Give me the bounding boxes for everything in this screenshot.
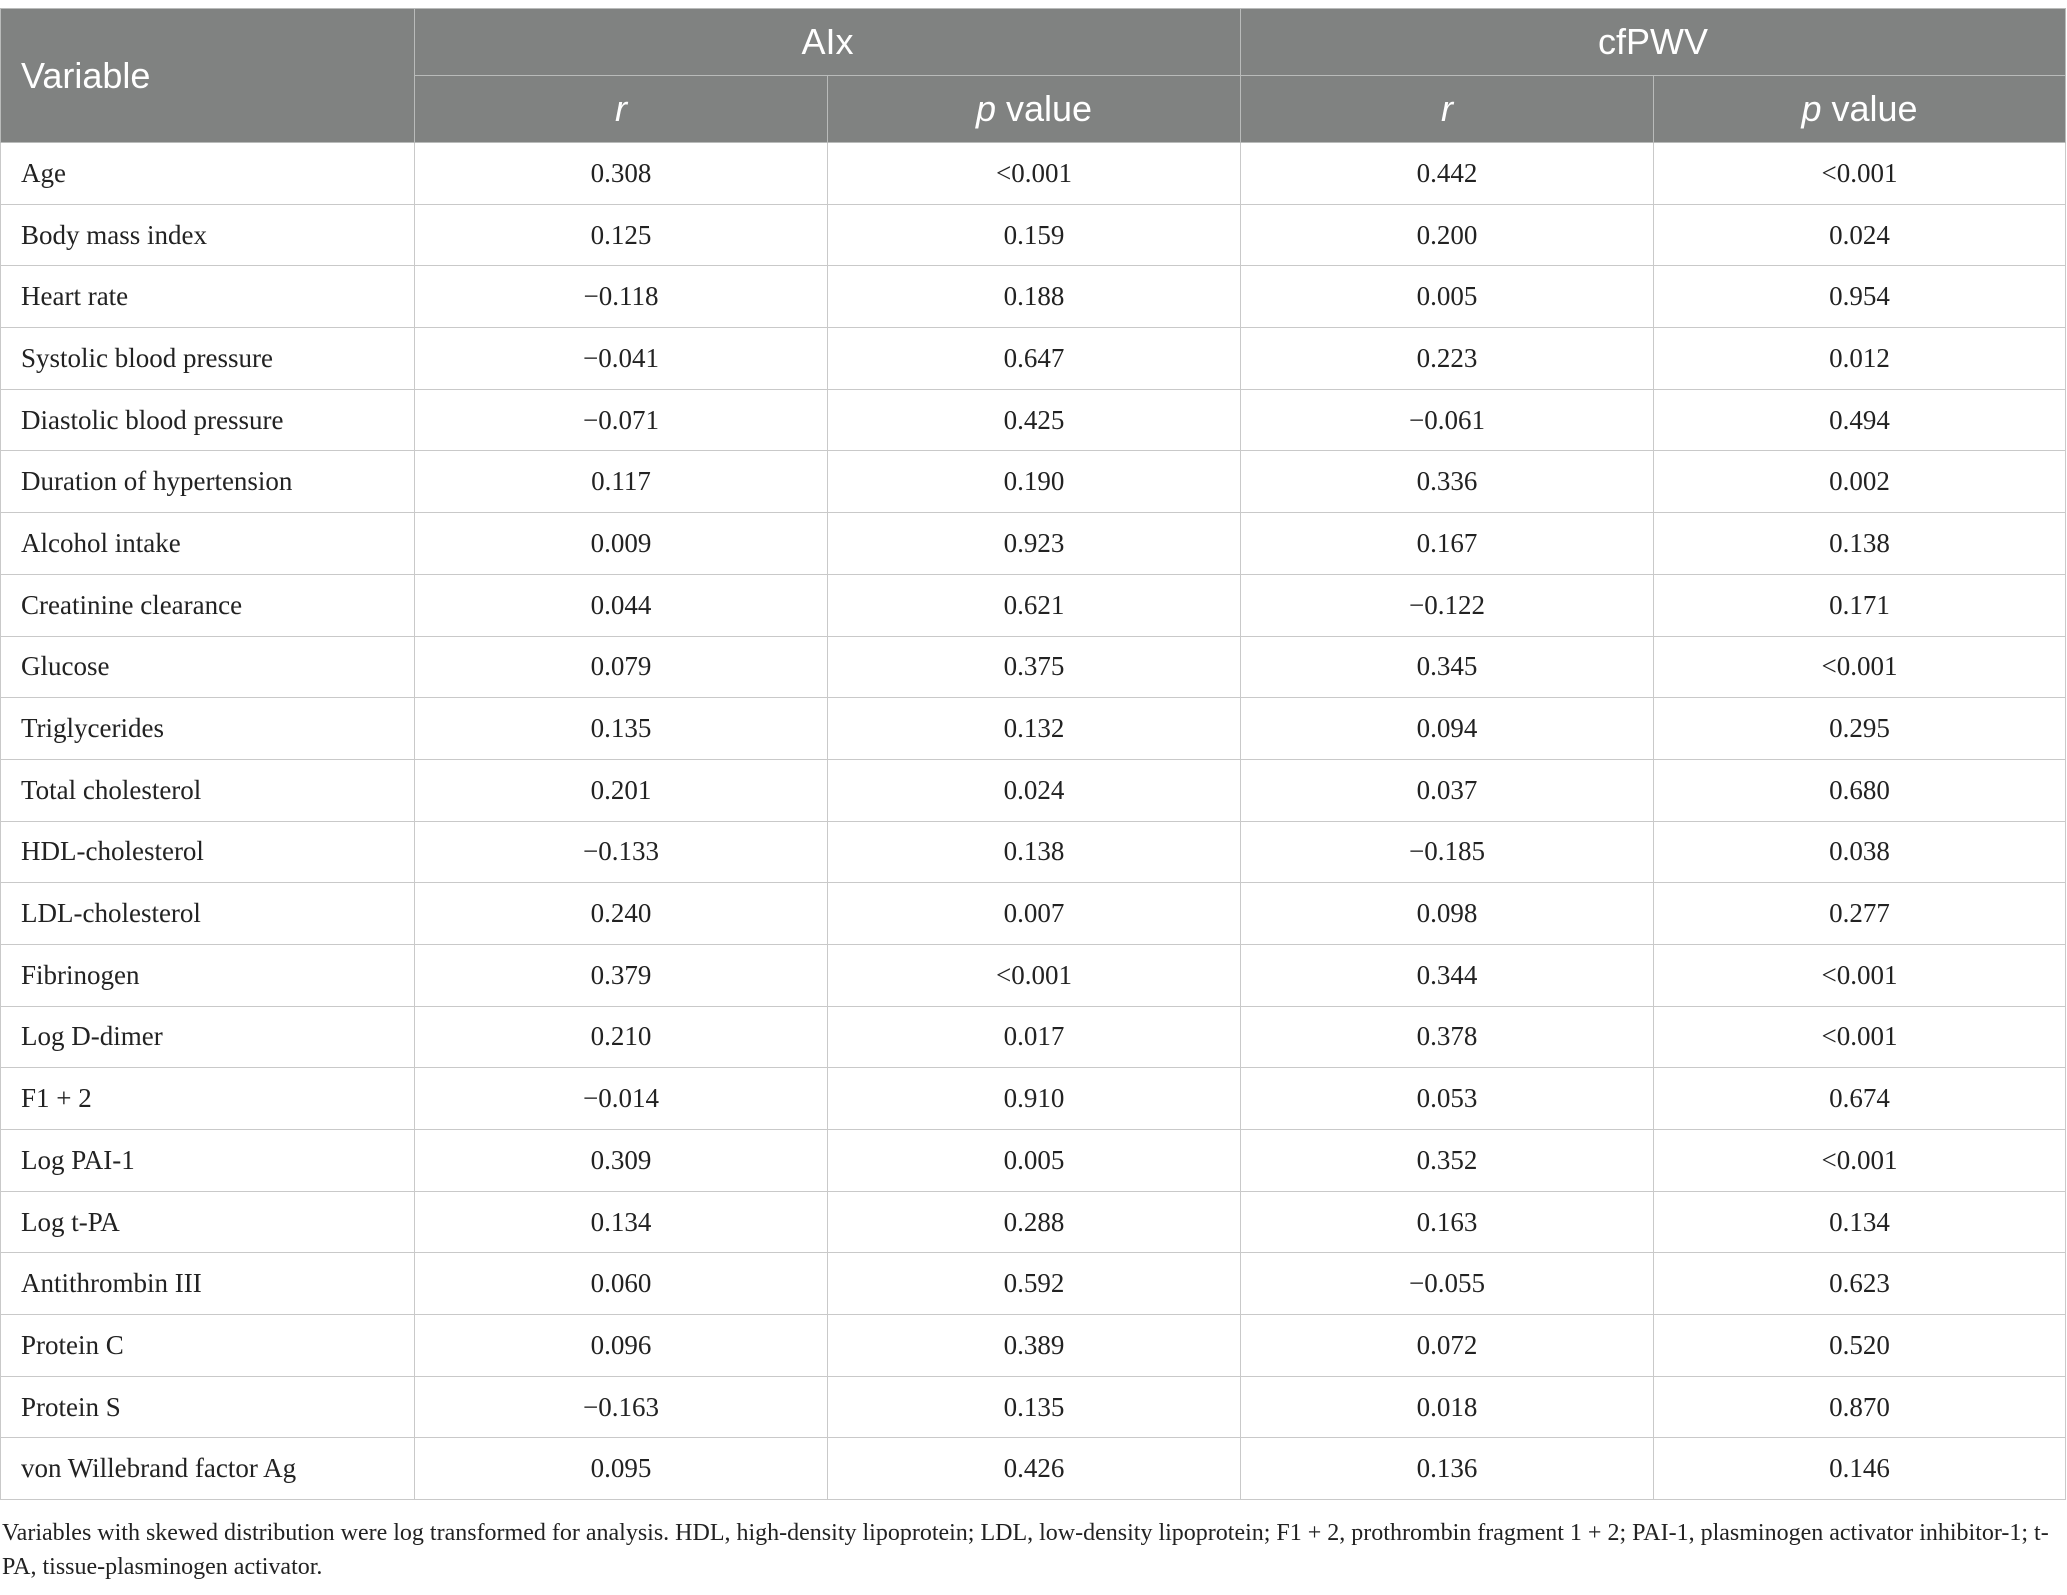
- correlation-table: [0, 8, 2066, 1500]
- aix-r-cell: 0.096: [415, 1315, 828, 1377]
- cfpwv-r-cell: 0.018: [1241, 1376, 1654, 1438]
- cfpwv-p-value-cell: 0.146: [1654, 1438, 2066, 1500]
- variable-cell: Diastolic blood pressure: [1, 389, 415, 451]
- aix-r-cell: 0.379: [415, 944, 828, 1006]
- cfpwv-r-cell: 0.352: [1241, 1130, 1654, 1192]
- variable-cell: Antithrombin III: [1, 1253, 415, 1315]
- variable-cell: Fibrinogen: [1, 944, 415, 1006]
- aix-r-cell: −0.163: [415, 1376, 828, 1438]
- variable-cell: HDL-cholesterol: [1, 821, 415, 883]
- variable-cell: F1 + 2: [1, 1068, 415, 1130]
- value-label: value: [1821, 88, 1918, 129]
- aix-p-value-cell: 0.159: [828, 204, 1241, 266]
- aix-p-value-cell: 0.592: [828, 1253, 1241, 1315]
- cfpwv-p-value-cell: 0.520: [1654, 1315, 2066, 1377]
- cfpwv-r-cell: 0.167: [1241, 513, 1654, 575]
- cfpwv-p-value-cell: 0.954: [1654, 266, 2066, 328]
- aix-p-value-cell: 0.190: [828, 451, 1241, 513]
- aix-p-value-cell: 0.288: [828, 1191, 1241, 1253]
- aix-p-value-cell: 0.621: [828, 574, 1241, 636]
- cfpwv-r-cell: 0.442: [1241, 143, 1654, 205]
- cfpwv-p-value-cell: <0.001: [1654, 143, 2066, 205]
- aix-p-value-cell: 0.138: [828, 821, 1241, 883]
- aix-r-cell: 0.201: [415, 759, 828, 821]
- table-row: [1, 636, 2066, 698]
- header-aix-r: [415, 76, 828, 143]
- cfpwv-r-cell: 0.163: [1241, 1191, 1654, 1253]
- aix-p-value-cell: 0.647: [828, 328, 1241, 390]
- variable-cell: Heart rate: [1, 266, 415, 328]
- aix-p-value-cell: 0.132: [828, 698, 1241, 760]
- cfpwv-r-cell: 0.098: [1241, 883, 1654, 945]
- table-row: [1, 513, 2066, 575]
- table-row: [1, 1315, 2066, 1377]
- variable-cell: Triglycerides: [1, 698, 415, 760]
- aix-r-cell: −0.014: [415, 1068, 828, 1130]
- aix-p-value-cell: 0.007: [828, 883, 1241, 945]
- variable-cell: von Willebrand factor Ag: [1, 1438, 415, 1500]
- table-row: [1, 1006, 2066, 1068]
- aix-r-cell: −0.118: [415, 266, 828, 328]
- aix-r-cell: 0.210: [415, 1006, 828, 1068]
- cfpwv-p-value-cell: 0.277: [1654, 883, 2066, 945]
- header-cfpwv-r: [1241, 76, 1654, 143]
- p-label: p: [975, 88, 996, 129]
- aix-p-value-cell: 0.024: [828, 759, 1241, 821]
- cfpwv-p-value-cell: <0.001: [1654, 1130, 2066, 1192]
- cfpwv-p-value-cell: 0.680: [1654, 759, 2066, 821]
- cfpwv-r-cell: 0.053: [1241, 1068, 1654, 1130]
- table-row: [1, 1068, 2066, 1130]
- aix-r-cell: 0.309: [415, 1130, 828, 1192]
- cfpwv-r-cell: −0.122: [1241, 574, 1654, 636]
- variable-cell: Duration of hypertension: [1, 451, 415, 513]
- aix-p-value-cell: 0.135: [828, 1376, 1241, 1438]
- table-row: [1, 1253, 2066, 1315]
- cfpwv-p-value-cell: <0.001: [1654, 636, 2066, 698]
- aix-r-cell: 0.134: [415, 1191, 828, 1253]
- cfpwv-r-cell: 0.037: [1241, 759, 1654, 821]
- variable-cell: Log PAI-1: [1, 1130, 415, 1192]
- cfpwv-r-cell: 0.345: [1241, 636, 1654, 698]
- cfpwv-p-value-cell: <0.001: [1654, 1006, 2066, 1068]
- table-row: [1, 1438, 2066, 1500]
- cfpwv-p-value-cell: 0.038: [1654, 821, 2066, 883]
- aix-r-cell: 0.079: [415, 636, 828, 698]
- cfpwv-p-value-cell: 0.002: [1654, 451, 2066, 513]
- cfpwv-p-value-cell: 0.171: [1654, 574, 2066, 636]
- cfpwv-r-cell: 0.200: [1241, 204, 1654, 266]
- variable-cell: Alcohol intake: [1, 513, 415, 575]
- aix-p-value-cell: 0.923: [828, 513, 1241, 575]
- aix-r-cell: 0.308: [415, 143, 828, 205]
- variable-cell: Body mass index: [1, 204, 415, 266]
- table-row: [1, 821, 2066, 883]
- variable-cell: Protein S: [1, 1376, 415, 1438]
- cfpwv-p-value-cell: 0.295: [1654, 698, 2066, 760]
- cfpwv-p-value-cell: 0.623: [1654, 1253, 2066, 1315]
- cfpwv-r-cell: 0.223: [1241, 328, 1654, 390]
- cfpwv-p-value-cell: 0.138: [1654, 513, 2066, 575]
- table-row: [1, 1130, 2066, 1192]
- table-row: [1, 944, 2066, 1006]
- cfpwv-r-cell: 0.072: [1241, 1315, 1654, 1377]
- variable-cell: Glucose: [1, 636, 415, 698]
- aix-r-cell: 0.060: [415, 1253, 828, 1315]
- cfpwv-r-cell: 0.378: [1241, 1006, 1654, 1068]
- aix-p-value-cell: 0.375: [828, 636, 1241, 698]
- aix-r-cell: −0.133: [415, 821, 828, 883]
- r-label: r: [615, 88, 627, 129]
- aix-p-value-cell: 0.017: [828, 1006, 1241, 1068]
- header-variable: Variable: [1, 9, 415, 143]
- variable-cell: Protein C: [1, 1315, 415, 1377]
- cfpwv-r-cell: 0.005: [1241, 266, 1654, 328]
- cfpwv-p-value-cell: <0.001: [1654, 944, 2066, 1006]
- r-label: r: [1441, 88, 1454, 129]
- variable-cell: Systolic blood pressure: [1, 328, 415, 390]
- header-group-aix: AIx: [415, 9, 1241, 76]
- table-row: [1, 574, 2066, 636]
- header-aix-p-value: [828, 76, 1241, 143]
- aix-p-value-cell: 0.425: [828, 389, 1241, 451]
- table-row: [1, 883, 2066, 945]
- variable-cell: Log D-dimer: [1, 1006, 415, 1068]
- cfpwv-r-cell: 0.094: [1241, 698, 1654, 760]
- aix-r-cell: 0.117: [415, 451, 828, 513]
- variable-cell: Age: [1, 143, 415, 205]
- table-row: [1, 389, 2066, 451]
- table-body: [1, 143, 2066, 1500]
- aix-p-value-cell: <0.001: [828, 143, 1241, 205]
- header-cfpwv-p-value: [1654, 76, 2066, 143]
- table-container: [0, 8, 2065, 1500]
- aix-r-cell: −0.071: [415, 389, 828, 451]
- aix-r-cell: 0.240: [415, 883, 828, 945]
- cfpwv-r-cell: 0.136: [1241, 1438, 1654, 1500]
- variable-cell: Creatinine clearance: [1, 574, 415, 636]
- aix-r-cell: 0.135: [415, 698, 828, 760]
- table-row: [1, 266, 2066, 328]
- aix-p-value-cell: 0.005: [828, 1130, 1241, 1192]
- cfpwv-r-cell: −0.061: [1241, 389, 1654, 451]
- variable-cell: LDL-cholesterol: [1, 883, 415, 945]
- aix-p-value-cell: <0.001: [828, 944, 1241, 1006]
- cfpwv-p-value-cell: 0.012: [1654, 328, 2066, 390]
- table-row: [1, 328, 2066, 390]
- cfpwv-p-value-cell: 0.870: [1654, 1376, 2066, 1438]
- table-header: [1, 9, 2066, 143]
- header-group-cfpwv: cfPWV: [1241, 9, 2066, 76]
- aix-p-value-cell: 0.389: [828, 1315, 1241, 1377]
- aix-r-cell: 0.095: [415, 1438, 828, 1500]
- table-row: [1, 143, 2066, 205]
- table-row: [1, 1376, 2066, 1438]
- aix-p-value-cell: 0.188: [828, 266, 1241, 328]
- cfpwv-p-value-cell: 0.494: [1654, 389, 2066, 451]
- cfpwv-r-cell: 0.336: [1241, 451, 1654, 513]
- value-label: value: [995, 88, 1093, 129]
- cfpwv-p-value-cell: 0.024: [1654, 204, 2066, 266]
- cfpwv-p-value-cell: 0.134: [1654, 1191, 2066, 1253]
- variable-cell: Log t-PA: [1, 1191, 415, 1253]
- table-row: [1, 451, 2066, 513]
- p-label: p: [1801, 88, 1822, 129]
- cfpwv-r-cell: −0.055: [1241, 1253, 1654, 1315]
- table-row: [1, 759, 2066, 821]
- cfpwv-r-cell: −0.185: [1241, 821, 1654, 883]
- cfpwv-p-value-cell: 0.674: [1654, 1068, 2066, 1130]
- table-row: [1, 1191, 2066, 1253]
- aix-p-value-cell: 0.426: [828, 1438, 1241, 1500]
- variable-cell: Total cholesterol: [1, 759, 415, 821]
- aix-r-cell: 0.009: [415, 513, 828, 575]
- aix-p-value-cell: 0.910: [828, 1068, 1241, 1130]
- aix-r-cell: 0.125: [415, 204, 828, 266]
- table-row: [1, 204, 2066, 266]
- table-row: [1, 698, 2066, 760]
- cfpwv-r-cell: 0.344: [1241, 944, 1654, 1006]
- table-footnote: Variables with skewed distribution were log transformed for analysis. HDL, high-density lipoprotein; LDL, low-density lipoprotein; F1 + 2, prothrombin fragment 1 + 2; PAI-1, plasminogen activator inhibitor-1; t-PA, tissue-plasminogen activator.: [2, 1520, 2049, 1580]
- aix-r-cell: −0.041: [415, 328, 828, 390]
- aix-r-cell: 0.044: [415, 574, 828, 636]
